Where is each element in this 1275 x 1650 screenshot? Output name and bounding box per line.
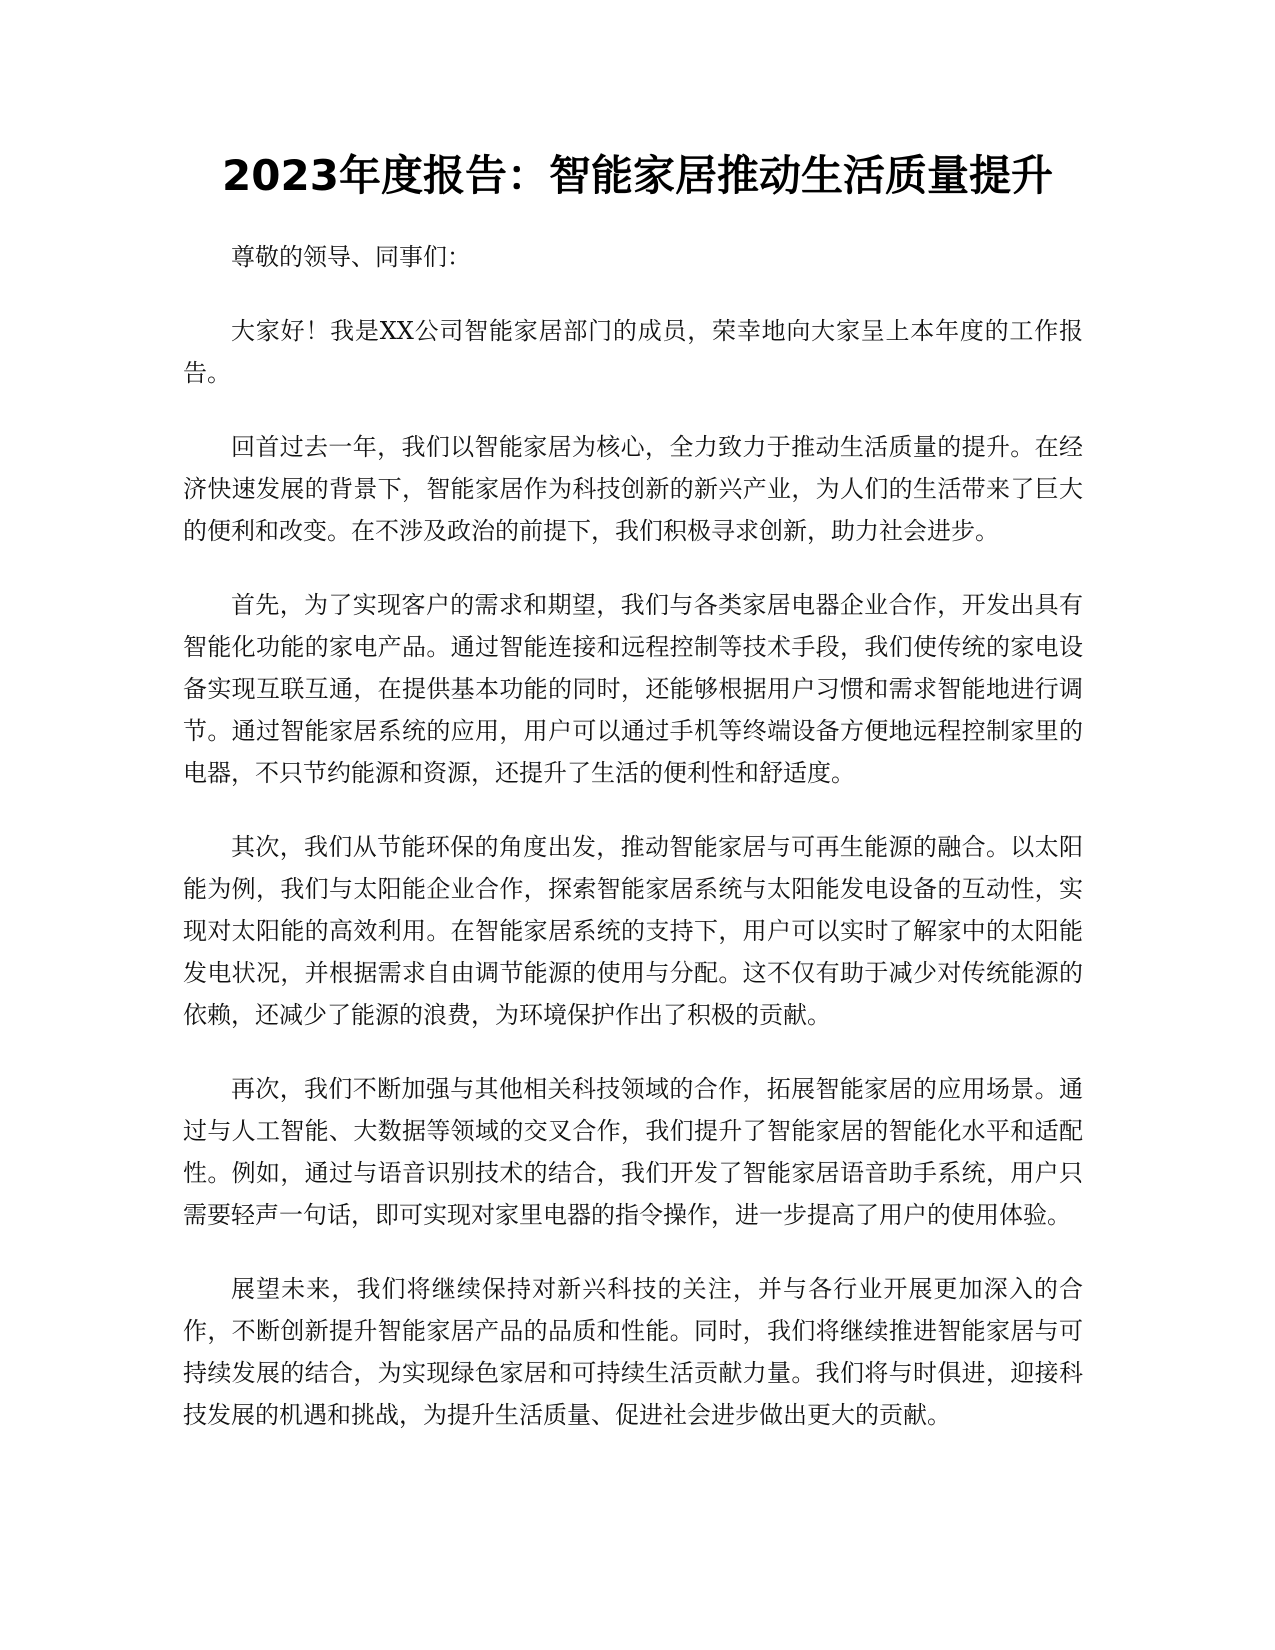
- paragraph-third: 再次，我们不断加强与其他相关科技领域的合作，拓展智能家居的应用场景。通过与人工智能、大数据等领域的交叉合作，我们提升了智能家居的智能化水平和适配性。例如，通过与语音识别技术的结合，我们开发了智能家居语音助手系统，用户只需要轻声一句话，即可实现对家里电器的指令操作，进一步提高了用户的使用体验。: [183, 1075, 1083, 1229]
- paragraph-second: 其次，我们从节能环保的角度出发，推动智能家居与可再生能源的融合。以太阳能为例，我们与太阳能企业合作，探索智能家居系统与太阳能发电设备的互动性，实现对太阳能的高效利用。在智能家居系统的支持下，用户可以实时了解家中的太阳能发电状况，并根据需求自由调节能源的使用与分配。这不仅有助于减少对传统能源的依赖，还减少了能源的浪费，为环境保护作出了积极的贡献。: [183, 833, 1083, 1029]
- paragraph-greeting: 大家好！我是XX公司智能家居部门的成员，荣幸地向大家呈上本年度的工作报告。: [183, 317, 1083, 387]
- paragraph-first: 首先，为了实现客户的需求和期望，我们与各类家居电器企业合作，开发出具有智能化功能的家电产品。通过智能连接和远程控制等技术手段，我们使传统的家电设备实现互联互通，在提供基本功能的同时，还能够根据用户习惯和需求智能地进行调节。通过智能家居系统的应用，用户可以通过手机等终端设备方便地远程控制家里的电器，不只节约能源和资源，还提升了生活的便利性和舒适度。: [183, 591, 1083, 787]
- paragraph-outlook: 展望未来，我们将继续保持对新兴科技的关注，并与各行业开展更加深入的合作，不断创新提升智能家居产品的品质和性能。同时，我们将继续推进智能家居与可持续发展的结合，为实现绿色家居和可持续生活贡献力量。我们将与时俱进，迎接科技发展的机遇和挑战，为提升生活质量、促进社会进步做出更大的贡献。: [183, 1275, 1083, 1429]
- page-title: 2023年度报告：智能家居推动生活质量提升: [222, 151, 1053, 200]
- paragraph-salutation: 尊敬的领导、同事们：: [231, 243, 471, 271]
- document-body: [183, 236, 1083, 1468]
- paragraph-review: 回首过去一年，我们以智能家居为核心，全力致力于推动生活质量的提升。在经济快速发展的背景下，智能家居作为科技创新的新兴产业，为人们的生活带来了巨大的便利和改变。在不涉及政治的前提下，我们积极寻求创新，助力社会进步。: [183, 433, 1083, 545]
